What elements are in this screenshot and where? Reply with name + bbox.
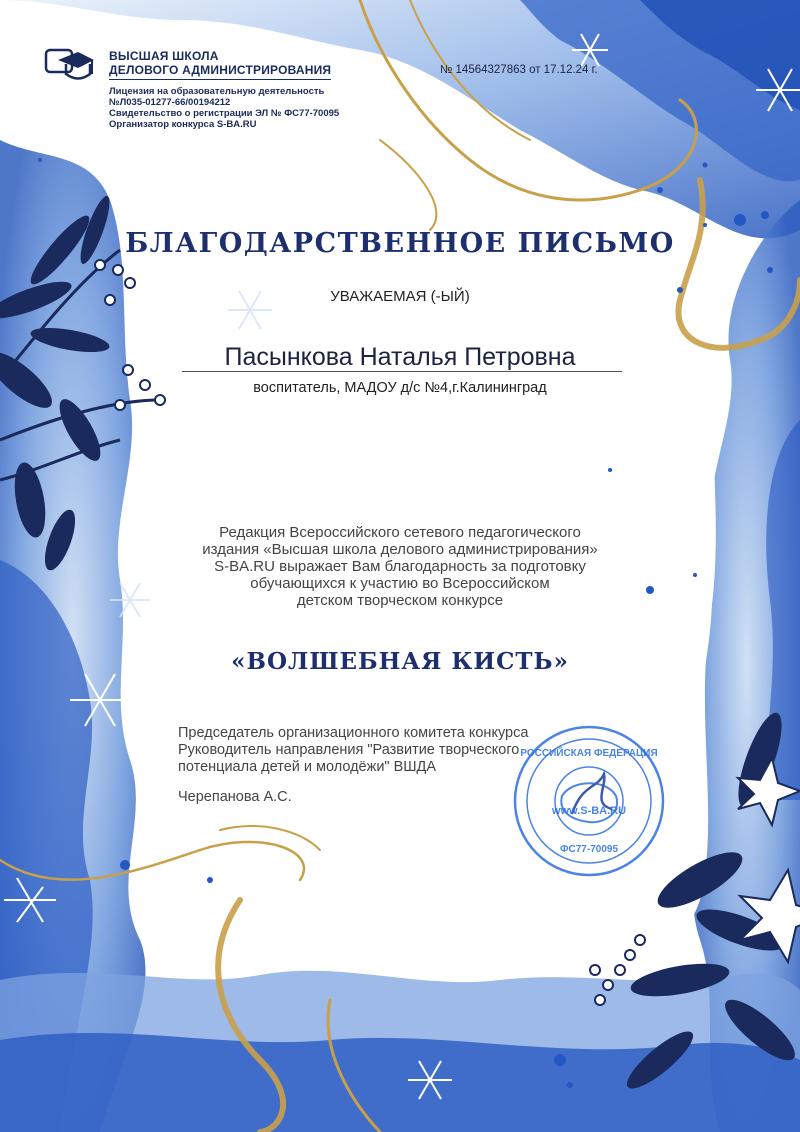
org-logo: [44, 46, 96, 90]
license-line2: №Л035-01277-66/00194212: [109, 97, 231, 108]
body-paragraph: [150, 524, 650, 609]
body-line: издания «Высшая школа делового администрирования»: [202, 541, 598, 558]
salutation: УВАЖАЕМАЯ (-ЫЙ): [330, 288, 470, 305]
signer-role-1: Председатель организационного комитета конкурса: [178, 725, 529, 741]
registration-line: Свидетельство о регистрации ЭЛ № ФС77-70095: [109, 108, 340, 119]
stamp-site: www.S-BA.RU: [551, 805, 627, 817]
contest-name: «ВОЛШЕБНАЯ КИСТЬ»: [231, 648, 569, 675]
org-name-line1: ВЫСШАЯ ШКОЛА: [109, 49, 219, 63]
signer-role-3: потенциала детей и молодёжи" ВШДА: [178, 759, 437, 775]
recipient-name: Пасынкова Наталья Петровна: [224, 343, 576, 371]
body-line: обучающихся к участию во Всероссийском: [250, 575, 550, 592]
body-line: Редакция Всероссийского сетевого педагогического: [219, 524, 581, 541]
signer-role-2: Руководитель направления "Развитие творческого: [178, 742, 520, 758]
graduation-cap-icon: [44, 46, 96, 90]
name-underline: [182, 371, 622, 372]
certificate-number: № 14564327863 от 17.12.24 г.: [440, 64, 598, 76]
org-name-line2: ДЕЛОВОГО АДМИНИСТРИРОВАНИЯ: [109, 63, 331, 80]
recipient-position: воспитатель, МАДОУ д/с №4,г.Калининград: [253, 380, 547, 396]
stamp-reg: ФС77-70095: [559, 844, 619, 855]
letter-title: БЛАГОДАРСТВЕННОЕ ПИСЬМО: [125, 228, 675, 259]
official-stamp: [512, 724, 666, 878]
body-line: детском творческом конкурсе: [296, 592, 504, 609]
signer-name: Черепанова А.С.: [178, 789, 292, 805]
stamp-top-text: РОССИЙСКАЯ ФЕДЕРАЦИЯ: [520, 748, 658, 759]
body-line: S-BA.RU выражает Вам благодарность за подготовку: [214, 558, 586, 575]
license-line1: Лицензия на образовательную деятельность: [109, 86, 325, 97]
organizer-line: Организатор конкурса S-BA.RU: [109, 119, 257, 130]
